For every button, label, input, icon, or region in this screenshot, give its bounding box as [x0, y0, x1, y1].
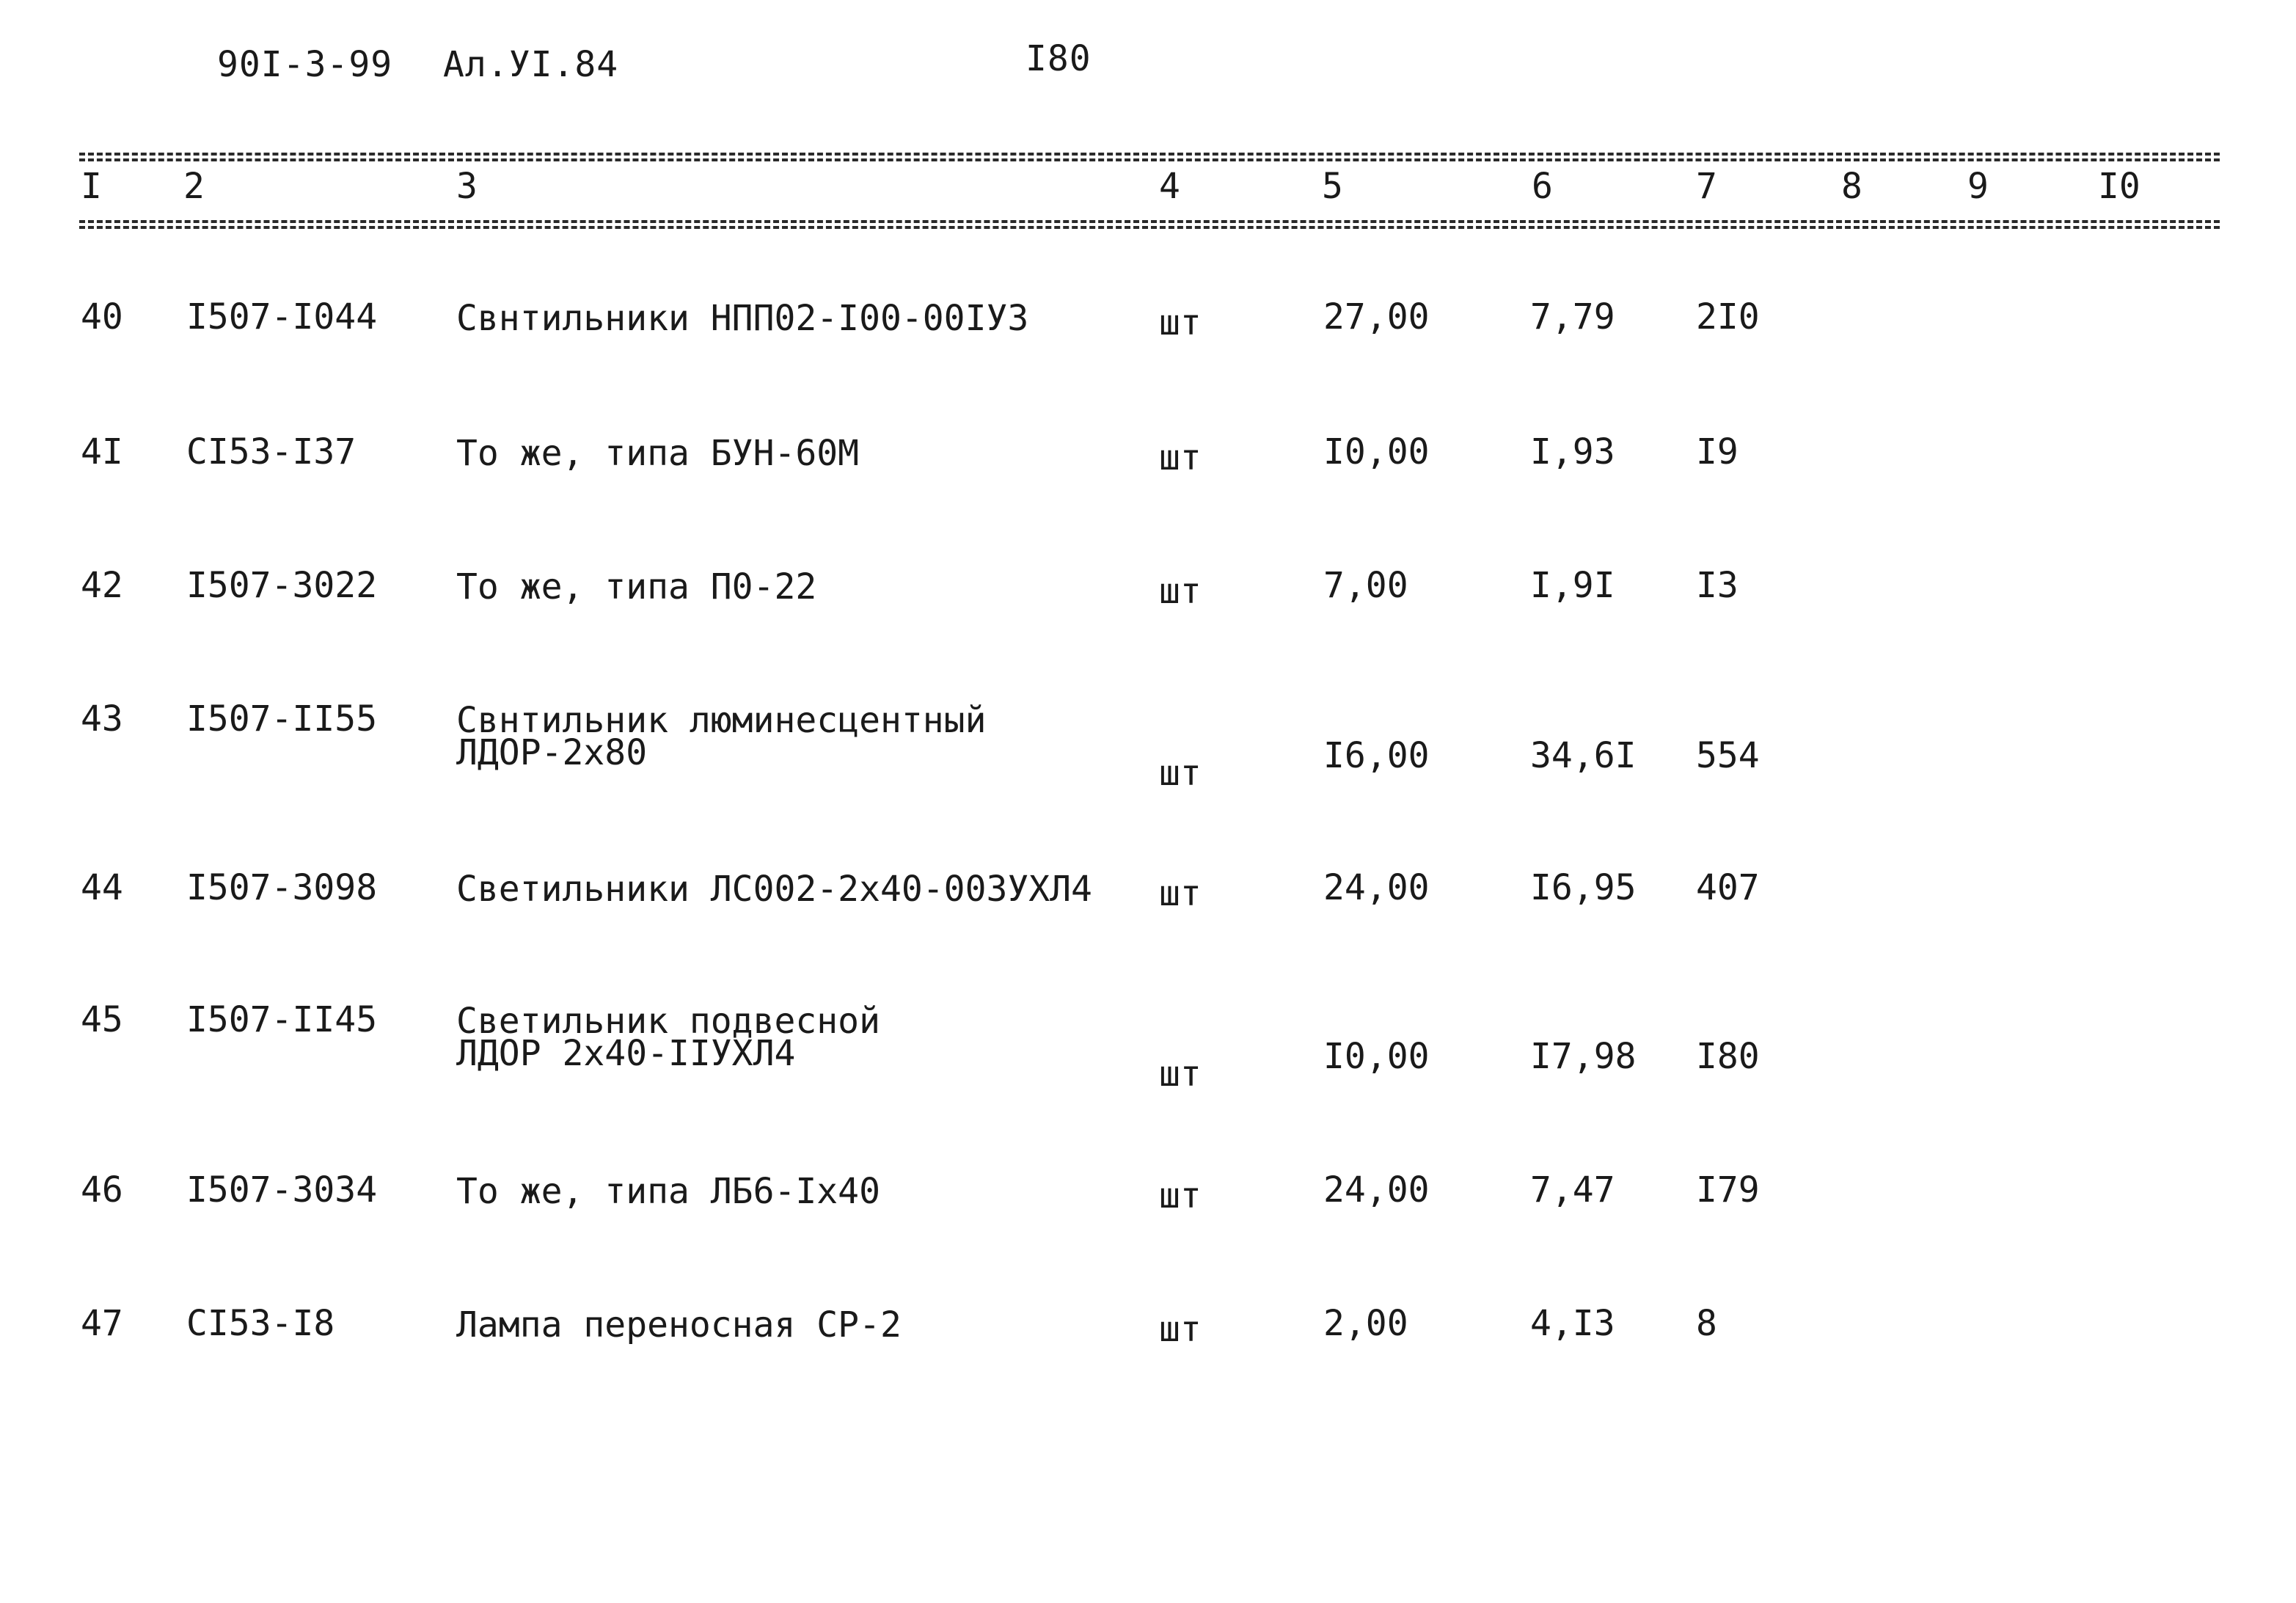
header-bottom-rule: [79, 220, 2220, 223]
row-number: 45: [81, 999, 123, 1040]
item-total: I9: [1696, 431, 1739, 472]
item-quantity: 2,00: [1323, 1303, 1408, 1344]
item-total: 407: [1696, 867, 1760, 908]
item-code: I507-II45: [186, 999, 378, 1040]
sheet-reference: Ал.УI.84: [443, 44, 619, 85]
item-quantity: I0,00: [1323, 431, 1430, 472]
item-unit: шт: [1159, 302, 1202, 343]
item-description: То же, типа ЛБ6-Iх40: [456, 1171, 880, 1212]
item-description: То же, типа БУН-60М: [456, 433, 860, 474]
item-total: 2I0: [1696, 296, 1760, 337]
row-number: 47: [81, 1303, 123, 1344]
item-unit-price: 7,47: [1530, 1169, 1615, 1211]
item-unit-price: I,93: [1530, 431, 1615, 472]
item-code: I507-3098: [186, 867, 378, 908]
item-description: Светильники ЛС002-2х40-003УХЛ4: [456, 869, 1092, 910]
item-unit: шт: [1159, 753, 1202, 794]
row-number: 42: [81, 565, 123, 606]
item-unit: шт: [1159, 1309, 1202, 1350]
item-unit-price: I6,95: [1530, 867, 1637, 908]
item-description: То же, типа П0-22: [456, 566, 817, 607]
item-unit-price: 7,79: [1530, 296, 1615, 337]
item-unit: шт: [1159, 873, 1202, 914]
column-header-5: 5: [1322, 166, 1343, 207]
item-code: CI53-I37: [186, 431, 357, 472]
column-header-9: 9: [1967, 166, 1989, 207]
item-quantity: 24,00: [1323, 867, 1430, 908]
item-quantity: 27,00: [1323, 296, 1430, 337]
item-code: I507-II55: [186, 698, 378, 740]
item-description-line-2: ЛДОР-2х80: [456, 732, 648, 774]
row-number: 43: [81, 698, 123, 740]
item-total: 554: [1696, 735, 1760, 776]
column-header-10: I0: [2098, 166, 2140, 207]
item-unit: шт: [1159, 1175, 1202, 1216]
table-top-rule-second: [79, 158, 2220, 161]
item-total: I3: [1696, 565, 1739, 606]
item-unit-price: 34,6I: [1530, 735, 1637, 776]
column-header-4: 4: [1159, 166, 1180, 207]
item-code: I507-I044: [186, 296, 378, 337]
item-description-line-2: ЛДОР 2х40-IIУХЛ4: [456, 1033, 796, 1075]
column-header-1: I: [81, 166, 102, 207]
item-description-line-1: Свнтильник люминесцентный: [456, 700, 987, 741]
row-number: 4I: [81, 431, 123, 472]
item-unit-price: 4,I3: [1530, 1303, 1615, 1344]
column-header-3: 3: [456, 166, 478, 207]
item-unit-price: I,9I: [1530, 565, 1615, 606]
document-code: 90I-3-99: [217, 44, 393, 85]
row-number: 40: [81, 296, 123, 337]
item-code: I507-3022: [186, 565, 378, 606]
item-quantity: I0,00: [1323, 1036, 1430, 1077]
item-unit: шт: [1159, 571, 1202, 612]
item-unit: шт: [1159, 437, 1202, 478]
item-quantity: 24,00: [1323, 1169, 1430, 1211]
item-total: I80: [1696, 1036, 1760, 1077]
item-unit-price: I7,98: [1530, 1036, 1637, 1077]
item-unit: шт: [1159, 1054, 1202, 1095]
item-code: I507-3034: [186, 1169, 378, 1211]
item-total: I79: [1696, 1169, 1760, 1211]
row-number: 44: [81, 867, 123, 908]
column-header-6: 6: [1532, 166, 1553, 207]
page-number: I80: [1025, 38, 1092, 79]
item-description: [456, 700, 987, 774]
table-top-rule: [79, 153, 2220, 156]
item-description: Свнтильники НПП02-I00-00IУ3: [456, 298, 1029, 339]
column-header-2: 2: [183, 166, 205, 207]
column-header-7: 7: [1696, 166, 1717, 207]
item-total: 8: [1696, 1303, 1717, 1344]
item-quantity: 7,00: [1323, 565, 1408, 606]
item-quantity: I6,00: [1323, 735, 1430, 776]
item-description: [456, 1001, 880, 1075]
item-description-line-1: Светильник подвесной: [456, 1001, 880, 1042]
item-code: CI53-I8: [186, 1303, 335, 1344]
row-number: 46: [81, 1169, 123, 1211]
item-description: Лампа переносная СР-2: [456, 1304, 902, 1345]
header-bottom-rule-second: [79, 226, 2220, 229]
column-header-8: 8: [1841, 166, 1862, 207]
